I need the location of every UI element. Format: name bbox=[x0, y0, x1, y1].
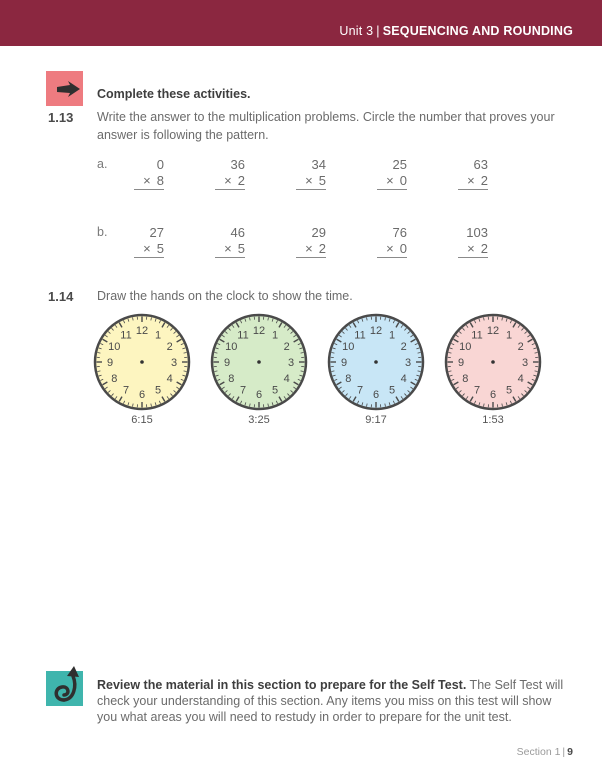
multiplier-line bbox=[134, 173, 164, 190]
multiplier-line bbox=[377, 173, 407, 190]
problem-number-1-14: 1.14 bbox=[48, 289, 74, 304]
times-sign: × bbox=[386, 241, 394, 256]
clock-numeral: 3 bbox=[404, 357, 412, 369]
multiplication-problem bbox=[215, 157, 245, 190]
clock-numeral: 8 bbox=[345, 373, 352, 385]
times-sign: × bbox=[305, 241, 313, 256]
multiplier: 8 bbox=[156, 173, 164, 188]
multiplier: 2 bbox=[237, 173, 245, 188]
multiplier: 2 bbox=[318, 241, 326, 256]
clock-numeral: 5 bbox=[505, 384, 513, 397]
clock-numeral: 1 bbox=[505, 329, 513, 342]
clock-numeral: 2 bbox=[400, 341, 407, 353]
page-footer bbox=[517, 746, 573, 758]
multiplication-problem bbox=[134, 225, 164, 258]
clock-numeral: 7 bbox=[122, 384, 130, 397]
review-bold-text: Review the material in this section to prepare for the Self Test. bbox=[97, 678, 467, 692]
clock bbox=[326, 313, 426, 426]
multiplication-problem bbox=[134, 157, 164, 190]
clock-numeral: 11 bbox=[237, 329, 249, 342]
header-separator: | bbox=[376, 24, 380, 38]
multiplier: 0 bbox=[399, 173, 407, 188]
clock-numeral: 10 bbox=[342, 341, 355, 353]
clock-numeral: 1 bbox=[271, 329, 279, 342]
times-sign: × bbox=[386, 173, 394, 188]
page-number: 9 bbox=[567, 746, 573, 758]
clock-face-icon[interactable] bbox=[443, 313, 543, 411]
clock-numeral: 9 bbox=[223, 357, 231, 369]
clock-numeral: 11 bbox=[471, 329, 483, 342]
multiplier: 0 bbox=[399, 241, 407, 256]
activity-icon bbox=[46, 71, 83, 106]
clock-numeral: 10 bbox=[108, 341, 121, 353]
clock-numeral: 10 bbox=[225, 341, 238, 353]
multiplicand: 103 bbox=[466, 225, 488, 240]
unit-label: Unit 3 bbox=[339, 24, 374, 38]
clock-numeral: 4 bbox=[517, 373, 524, 385]
arrow-right-icon bbox=[55, 80, 81, 98]
page-header-title bbox=[339, 24, 573, 38]
clock-numeral: 5 bbox=[154, 384, 162, 397]
clock-numeral: 6 bbox=[138, 389, 146, 401]
times-sign: × bbox=[143, 173, 151, 188]
multiplier: 5 bbox=[237, 241, 245, 256]
clock-numeral: 12 bbox=[252, 325, 266, 337]
footer-section: Section 1 bbox=[516, 746, 561, 758]
multiplicand: 34 bbox=[311, 157, 326, 172]
multiplication-problem bbox=[458, 225, 488, 258]
multiplier-line bbox=[296, 173, 326, 190]
multiplication-problem bbox=[458, 157, 488, 190]
multiplier-line bbox=[215, 241, 245, 258]
multiplicand: 46 bbox=[230, 225, 245, 240]
multiplicand: 36 bbox=[230, 157, 245, 172]
clock-numeral: 1 bbox=[154, 329, 162, 342]
clock-numeral: 2 bbox=[517, 341, 524, 353]
activity-title: Complete these activities. bbox=[97, 87, 251, 101]
times-sign: × bbox=[305, 173, 313, 188]
problem-1-13-instructions: Write the answer to the multiplication problems. Circle the number that proves your answer is following the pattern. bbox=[97, 110, 555, 142]
clock-numeral: 7 bbox=[239, 384, 247, 397]
multiplication-problem bbox=[296, 225, 326, 258]
review-arrow-icon bbox=[46, 664, 83, 706]
clock-time-label: 6:15 bbox=[131, 414, 153, 426]
clock-numeral: 2 bbox=[166, 341, 173, 353]
clock-numeral: 5 bbox=[271, 384, 279, 397]
row-letter: b. bbox=[97, 225, 108, 239]
clock-numeral: 9 bbox=[106, 357, 114, 369]
clock-numeral: 6 bbox=[489, 389, 497, 401]
clock-numeral: 8 bbox=[228, 373, 235, 385]
clock-numeral: 1 bbox=[388, 329, 396, 342]
multiplier-line bbox=[458, 241, 488, 258]
clock-face-icon[interactable] bbox=[209, 313, 309, 411]
clock-numeral: 2 bbox=[283, 341, 290, 353]
times-sign: × bbox=[143, 241, 151, 256]
multiplier-line bbox=[134, 241, 164, 258]
header-bar bbox=[0, 0, 602, 46]
multiplicand: 29 bbox=[311, 225, 326, 240]
multiplier: 5 bbox=[318, 173, 326, 188]
clock-face-icon[interactable] bbox=[92, 313, 192, 411]
clock-numeral: 9 bbox=[457, 357, 465, 369]
clock bbox=[443, 313, 543, 426]
clock-numeral: 12 bbox=[135, 325, 149, 337]
multiplier-line bbox=[215, 173, 245, 190]
times-sign: × bbox=[224, 173, 232, 188]
clock-numeral: 3 bbox=[521, 357, 529, 369]
review-paragraph bbox=[97, 677, 567, 725]
clock-numeral: 8 bbox=[462, 373, 469, 385]
problem-number-1-13: 1.13 bbox=[48, 110, 74, 125]
multiplier: 2 bbox=[480, 173, 488, 188]
times-sign: × bbox=[224, 241, 232, 256]
clock-numeral: 3 bbox=[170, 357, 178, 369]
clock-numeral: 6 bbox=[372, 389, 380, 401]
clock-numeral: 3 bbox=[287, 357, 295, 369]
multiplication-problem bbox=[377, 157, 407, 190]
unit-topic: SEQUENCING AND ROUNDING bbox=[382, 24, 573, 38]
times-sign: × bbox=[467, 241, 475, 256]
multiplier-line bbox=[296, 241, 326, 258]
problem-1-14-instructions: Draw the hands on the clock to show the time. bbox=[97, 289, 353, 303]
clock-face-icon[interactable] bbox=[326, 313, 426, 411]
clock-numeral: 5 bbox=[388, 384, 396, 397]
multiplicand: 27 bbox=[149, 225, 164, 240]
clock-numeral: 7 bbox=[356, 384, 364, 397]
multiplier: 5 bbox=[156, 241, 164, 256]
multiplicand: 76 bbox=[392, 225, 407, 240]
clock bbox=[209, 313, 309, 426]
clock-time-label: 3:25 bbox=[248, 414, 270, 426]
clock-numeral: 10 bbox=[459, 341, 472, 353]
multiplication-problem bbox=[215, 225, 245, 258]
multiplier: 2 bbox=[480, 241, 488, 256]
multiplicand: 0 bbox=[156, 157, 164, 172]
clock-time-label: 9:17 bbox=[365, 414, 387, 426]
multiplier-line bbox=[377, 241, 407, 258]
multiplication-problem bbox=[377, 225, 407, 258]
footer-separator: | bbox=[562, 746, 566, 758]
times-sign: × bbox=[467, 173, 475, 188]
clock-numeral: 9 bbox=[340, 357, 348, 369]
clock-numeral: 4 bbox=[400, 373, 407, 385]
clock-time-label: 1:53 bbox=[482, 414, 504, 426]
clock-numeral: 11 bbox=[120, 329, 132, 342]
multiplicand: 63 bbox=[473, 157, 488, 172]
clock-numeral: 7 bbox=[473, 384, 481, 397]
clock-numeral: 8 bbox=[111, 373, 118, 385]
row-letter: a. bbox=[97, 157, 108, 171]
multiplication-problem bbox=[296, 157, 326, 190]
review-icon bbox=[46, 664, 83, 706]
clock-numeral: 11 bbox=[354, 329, 366, 342]
clock-numeral: 4 bbox=[283, 373, 290, 385]
multiplier-line bbox=[458, 173, 488, 190]
clock-numeral: 12 bbox=[369, 325, 383, 337]
clock-numeral: 6 bbox=[255, 389, 263, 401]
review-body-text: The Self Test will check your understanding of this section. Any items you miss on this test will show you what areas you will need to restudy in order to prepare for the unit test. bbox=[97, 678, 564, 724]
clock-numeral: 12 bbox=[486, 325, 500, 337]
clock-numeral: 4 bbox=[166, 373, 173, 385]
clock bbox=[92, 313, 192, 426]
multiplicand: 25 bbox=[392, 157, 407, 172]
